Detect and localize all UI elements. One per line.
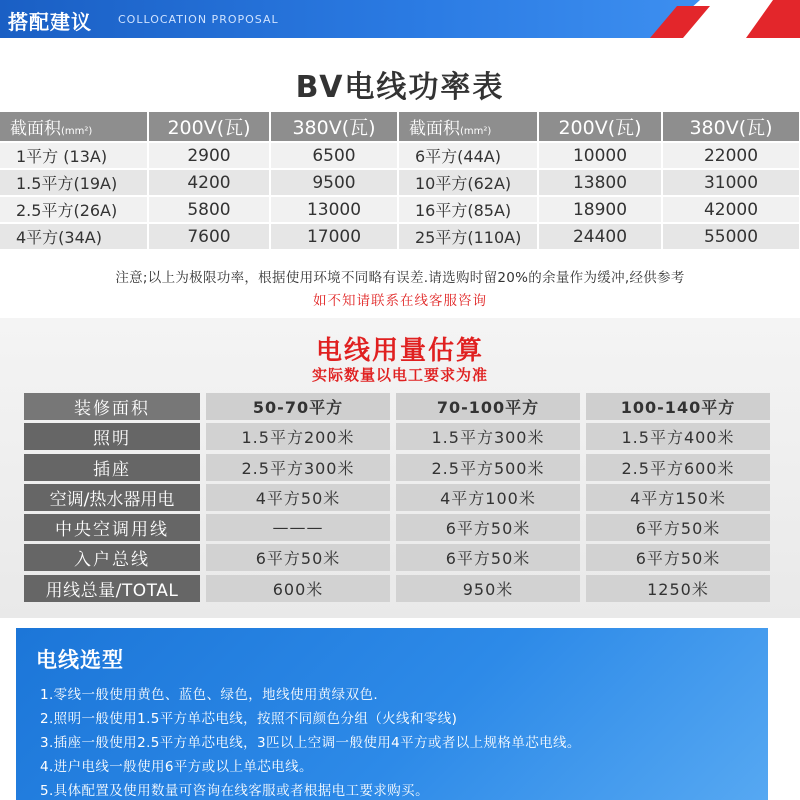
table-cell: 2.5平方300米: [206, 454, 390, 481]
table-row: [0, 142, 800, 169]
table-cell: 2.5平方500米: [396, 454, 580, 481]
table-row: [24, 454, 776, 481]
table-cell: 17000: [270, 223, 398, 250]
header-380v-right: 380V(瓦): [662, 112, 800, 142]
table-cell: 1平方 (13A): [0, 142, 148, 169]
table-row: [0, 169, 800, 196]
estimate-header-cell: 50-70平方: [206, 393, 390, 420]
header-area-right: 截面积(mm²): [398, 112, 538, 142]
estimate-title: 电线用量估算: [315, 336, 484, 366]
table-cell: 4平方100米: [396, 484, 580, 511]
table-cell: 6平方50米: [396, 514, 580, 541]
header-area-left: 截面积(mm²): [0, 112, 148, 142]
table-cell: 18900: [538, 196, 662, 223]
table-row: [24, 423, 776, 450]
table-cell: 2.5平方600米: [586, 454, 770, 481]
table-row: [24, 575, 776, 602]
table-cell: 16平方(85A): [398, 196, 538, 223]
table-cell: 6平方50米: [586, 544, 770, 571]
table-row: [0, 196, 800, 223]
table-cell: 25平方(110A): [398, 223, 538, 250]
header-subtitle: COLLOCATION PROPOSAL: [118, 13, 279, 26]
table-cell: 1.5平方300米: [396, 423, 580, 450]
table-cell: 9500: [270, 169, 398, 196]
list-item: 4.进户电线一般使用6平方或以上单芯电线。: [40, 759, 313, 775]
table-row: [0, 223, 800, 250]
table-cell: 4平方50米: [206, 484, 390, 511]
header-380v-left: 380V(瓦): [270, 112, 398, 142]
estimate-header-label: 装修面积: [24, 393, 200, 420]
list-item: 1.零线一般使用黄色、蓝色、绿色，地线使用黄绿双色.: [40, 687, 379, 703]
wire-selection-title: 电线选型: [36, 648, 124, 672]
table-cell: 2.5平方(26A): [0, 196, 148, 223]
table-cell: 950米: [396, 575, 580, 602]
table-row: [24, 484, 776, 511]
row-label: 入户总线: [24, 544, 200, 571]
estimate-header-cell: 70-100平方: [396, 393, 580, 420]
table-cell: 1.5平方200米: [206, 423, 390, 450]
table-row: [24, 514, 776, 541]
table-cell: 10平方(62A): [398, 169, 538, 196]
header-title: 搭配建议: [8, 10, 92, 34]
header-blue-band: [0, 0, 700, 38]
table-cell: 6500: [270, 142, 398, 169]
table-cell: 55000: [662, 223, 800, 250]
table-cell: 5800: [148, 196, 270, 223]
table-cell: 6平方50米: [396, 544, 580, 571]
table-cell: 600米: [206, 575, 390, 602]
list-item: 5.具体配置及使用数量可咨询在线客服或者根据电工要求购买。: [40, 783, 429, 799]
row-label: 照明: [24, 423, 200, 450]
row-label: 空调/热水器用电: [24, 484, 200, 511]
table-cell: 4200: [148, 169, 270, 196]
estimate-subtitle: 实际数量以电工要求为准: [311, 366, 488, 384]
table-row: [24, 544, 776, 571]
table-cell: 10000: [538, 142, 662, 169]
table-cell: 1.5平方400米: [586, 423, 770, 450]
table-cell: 2900: [148, 142, 270, 169]
power-table-header: [0, 112, 800, 142]
estimate-table: [24, 393, 776, 605]
table-cell: 4平方(34A): [0, 223, 148, 250]
estimate-header-row: [24, 393, 776, 420]
row-label: 中央空调用线: [24, 514, 200, 541]
table-cell: 4平方150米: [586, 484, 770, 511]
row-label: 用线总量/TOTAL: [24, 575, 200, 602]
power-table: [0, 112, 800, 251]
power-note-contact: 如不知请联系在线客服咨询: [313, 293, 487, 309]
list-item: 3.插座一般使用2.5平方单芯电线，3匹以上空调一般使用4平方或者以上规格单芯电线。: [40, 735, 581, 751]
row-label: 插座: [24, 454, 200, 481]
table-cell: ———: [206, 514, 390, 541]
table-cell: 6平方50米: [206, 544, 390, 571]
table-cell: 13000: [270, 196, 398, 223]
table-cell: 1250米: [586, 575, 770, 602]
header-200v-right: 200V(瓦): [538, 112, 662, 142]
table-cell: 31000: [662, 169, 800, 196]
table-cell: 6平方(44A): [398, 142, 538, 169]
power-table-title: BV电线功率表: [295, 70, 505, 105]
list-item: 2.照明一般使用1.5平方单芯电线，按照不同颜色分组（火线和零线): [40, 711, 458, 727]
header-200v-left: 200V(瓦): [148, 112, 270, 142]
table-cell: 13800: [538, 169, 662, 196]
table-cell: 22000: [662, 142, 800, 169]
table-cell: 6平方50米: [586, 514, 770, 541]
estimate-header-cell: 100-140平方: [586, 393, 770, 420]
table-cell: 42000: [662, 196, 800, 223]
table-cell: 24400: [538, 223, 662, 250]
table-cell: 7600: [148, 223, 270, 250]
table-cell: 1.5平方(19A): [0, 169, 148, 196]
header-banner: [0, 0, 800, 38]
power-note: 注意;以上为极限功率，根据使用环境不同略有误差.请选购时留20%的余量作为缓冲,经供参考: [115, 270, 685, 286]
